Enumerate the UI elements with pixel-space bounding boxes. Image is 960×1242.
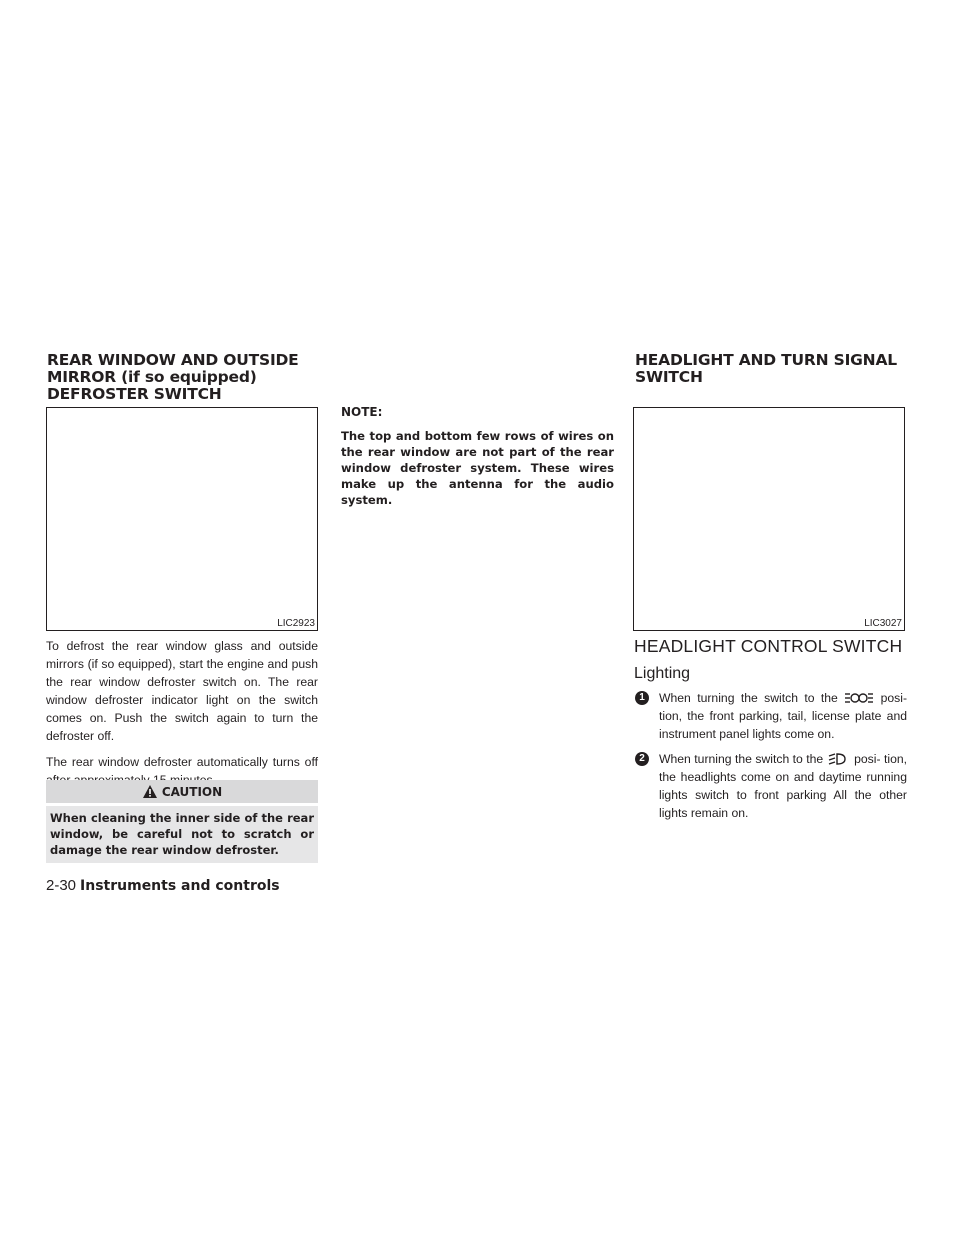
page-number: 2-30 (46, 877, 77, 894)
heading-line: MIRROR (if so equipped) (47, 368, 257, 386)
item-number: 2 (635, 752, 649, 766)
item-text-before: When turning the switch to the (659, 691, 838, 705)
subsubsection-title: Lighting (634, 665, 691, 682)
item-text (659, 750, 907, 822)
heading-line: SWITCH (635, 368, 703, 386)
section-heading-defroster (47, 352, 327, 403)
defroster-body (46, 637, 318, 789)
list-item (635, 689, 907, 743)
heading-line: HEADLIGHT AND TURN SIGNAL (635, 351, 897, 369)
defroster-paragraph: The rear window defroster automatically turns off (46, 755, 318, 769)
figure-code: LIC3027 (864, 618, 902, 629)
headlight-icon (827, 752, 851, 766)
heading-line: DEFROSTER SWITCH (47, 385, 222, 403)
list-item (635, 750, 907, 822)
item-text-after: posi- tion, the front parking, tail, license plate and instrument panel lights come on. (659, 691, 908, 741)
caution-title: CAUTION (161, 784, 223, 799)
defroster-switch-figure (46, 407, 318, 631)
note-text: The top and bottom few rows of wires on the rear window are not part of the rear window defroster system. These wires make up the antenna for the audio system. (341, 429, 614, 507)
figure-code: LIC2923 (277, 618, 315, 629)
defroster-paragraph: To defrost the rear window glass and outside mirrors (if so equipped), start the engine and push the rear window defroster switch on. The rear window defroster indicator light on the switch comes on. Push the switch again to turn the defroster off. (46, 639, 318, 743)
headlight-switch-figure (633, 407, 905, 631)
heading-line: REAR WINDOW AND OUTSIDE (47, 351, 299, 369)
lighting-list (635, 689, 907, 822)
page-footer (46, 877, 280, 894)
item-number: 1 (635, 691, 649, 705)
section-heading-headlight (635, 352, 915, 386)
warning-icon (142, 784, 158, 799)
subsection-title: HEADLIGHT CONTROL SWITCH (634, 636, 903, 656)
caution-text: When cleaning the inner side of the rear window, be careful not to scratch or damage the rear window defroster. (46, 806, 318, 863)
note-label: NOTE: (341, 405, 383, 419)
chapter-title: Instruments and controls (80, 878, 280, 894)
parking-lights-icon (844, 691, 874, 705)
note-block (341, 404, 614, 508)
caution-header (46, 780, 318, 803)
item-text (659, 689, 907, 743)
caution-box (46, 780, 318, 863)
item-text-before: When turning the switch to the (659, 752, 824, 766)
item-text-after: posi- tion, the headlights come on and daytime running lights switch to front parking All the other lights remain on. (659, 752, 908, 820)
